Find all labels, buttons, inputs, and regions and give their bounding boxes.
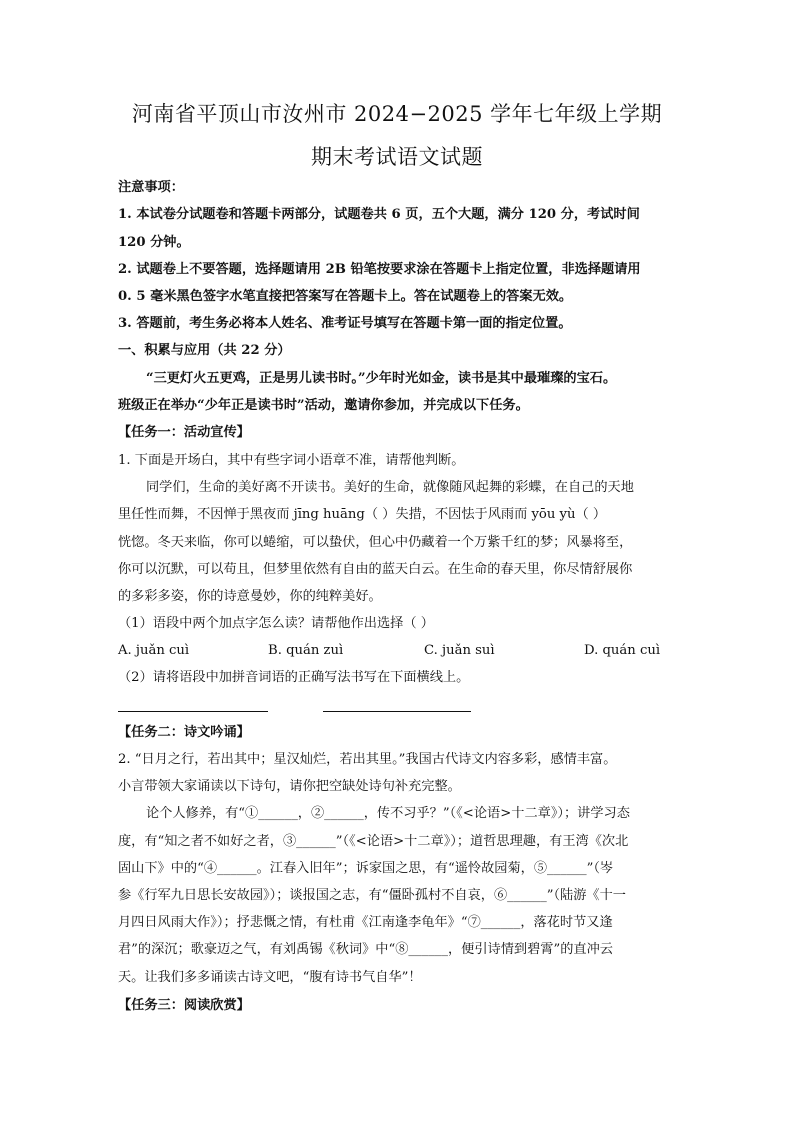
sub-question-2: （2）请将语段中加拼音词语的正确写法书写在下面横线上。 <box>118 670 470 685</box>
poem-line: 参《行军九日思长安故园》）；谈报国之志，有“僵卧孤村不自哀，⑥______”（陆游《十一 <box>118 888 626 903</box>
answer-blank-2 <box>323 711 471 712</box>
section1-heading: 一、积累与应用（共 22 分） <box>118 343 291 358</box>
option-d: D. quán cuì <box>584 643 661 658</box>
passage-line: 里任性而舞，不因惮于黑夜而 jīng huāng（ ）失措，不因怯于风雨而 yōu yù（ ） <box>118 507 607 522</box>
exam-title-line1: 河南省平顶山市汝州市 2024−2025 学年七年级上学期 <box>131 102 663 126</box>
task3-heading: 【任务三：阅读欣赏】 <box>118 998 250 1013</box>
question-1: 1. 下面是开场白，其中有些字词小语章不准，请帮他判断。 <box>118 453 465 468</box>
option-c: C. juǎn suì <box>424 643 495 658</box>
notice-line: 120 分钟。 <box>118 235 190 250</box>
notice-line: 0. 5 毫米黑色签字水笔直接把答案写在答题卡上。答在试题卷上的答案无效。 <box>118 289 573 304</box>
task2-heading: 【任务二：诗文吟诵】 <box>118 725 250 740</box>
section1-intro: “三更灯火五更鸡，正是男儿读书时。”少年时光如金，读书是其中最璀璨的宝石。 <box>146 371 617 386</box>
task1-heading: 【任务一：活动宣传】 <box>118 425 250 440</box>
poem-line: 论个人修养，有“①______，②______，传不习乎？”（《<论语>十二章》）；讲学习态 <box>146 806 630 821</box>
poem-line: 度，有“知之者不如好之者，③______”（《<论语>十二章》）；道哲思理趣，有王湾《次北 <box>118 834 629 849</box>
notice-line: 3. 答题前，考生务必将本人姓名、准考证号填写在答题卡第一面的指定位置。 <box>118 316 572 331</box>
passage-line: 同学们，生命的美好离不开读书。美好的生命，就像随风起舞的彩蝶，在自己的天地 <box>146 480 634 495</box>
notice-line: 1. 本试卷分试题卷和答题卡两部分，试题卷共 6 页，五个大题，满分 120 分，考试时间 <box>118 207 640 222</box>
answer-blank-1 <box>118 711 268 712</box>
poem-line: 固山下》中的“④______。江春入旧年”；诉家国之思，有“遥怜故园菊，⑤______”（岑 <box>118 861 614 876</box>
question-2: 2. “日月之行，若出其中；星汉灿烂，若出其里。”我国古代诗文内容多彩，感情丰富。 <box>118 752 617 767</box>
option-b: B. quán zuì <box>268 643 344 658</box>
passage-line: 恍惚。冬天来临，你可以蜷缩，可以蛰伏，但心中仍藏着一个万紫千红的梦；风暴将至， <box>118 535 633 550</box>
poem-line: 天。让我们多多诵读古诗文吧，“腹有诗书气自华”！ <box>118 970 422 985</box>
poem-line: 君”的深沉；歌豪迈之气，有刘禹锡《秋词》中“⑧______，便引诗情到碧霄”的直冲云 <box>118 942 613 957</box>
notice-heading: 注意事项： <box>118 180 184 195</box>
option-a: A. juǎn cuì <box>118 643 190 658</box>
notice-line: 2. 试题卷上不要答题，选择题请用 2B 铅笔按要求涂在答题卡上指定位置，非选择题请用 <box>118 262 641 277</box>
poem-line: 小言带领大家诵读以下诗句，请你把空缺处诗句补充完整。 <box>118 779 461 794</box>
sub-question-1: （1）语段中两个加点字怎么读？请帮他作出选择（ ） <box>118 616 434 631</box>
exam-title-line2: 期末考试语文试题 <box>311 145 483 169</box>
passage-line: 的多彩多姿，你的诗意曼妙，你的纯粹美好。 <box>118 589 382 604</box>
section1-intro: 班级正在举办“少年正是读书时”活动，邀请你参加，并完成以下任务。 <box>118 398 529 413</box>
passage-line: 你可以沉默，可以苟且，但梦里依然有自由的蓝天白云。在生命的春天里，你尽情舒展你 <box>118 562 633 577</box>
poem-line: 月四日风雨大作》）；抒悲慨之情，有杜甫《江南逢李龟年》“⑦______，落花时节又逢 <box>118 915 613 930</box>
